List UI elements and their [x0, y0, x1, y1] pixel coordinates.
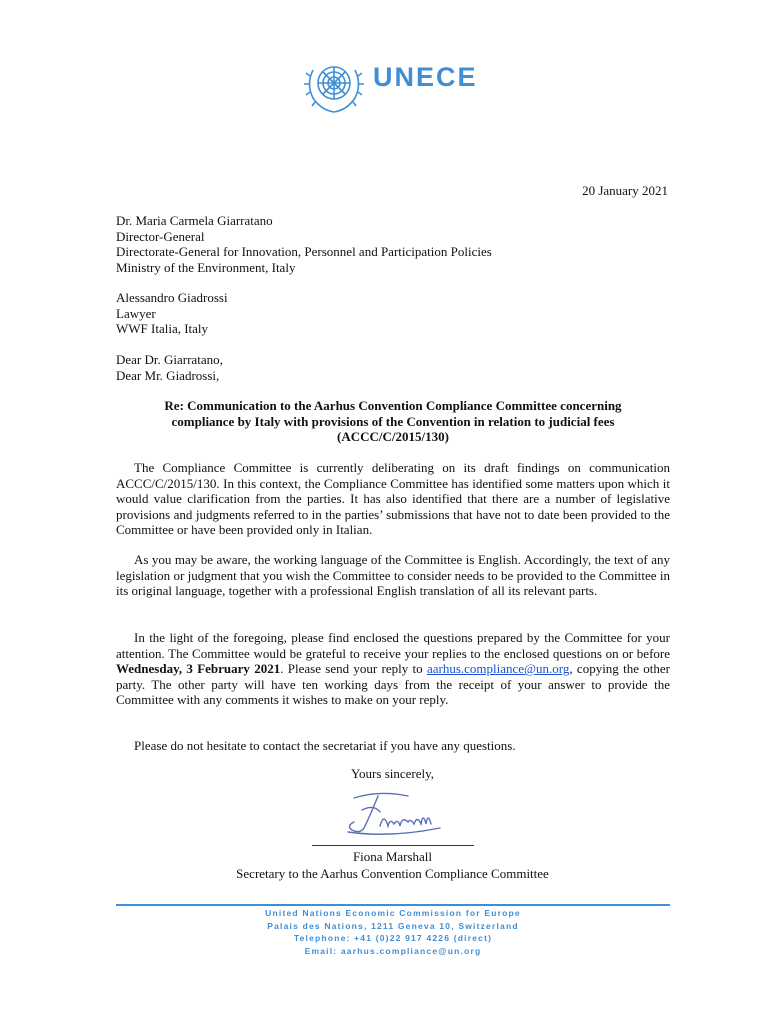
compliance-email-link[interactable]: aarhus.compliance@un.org	[426, 661, 570, 677]
subject-heading	[116, 398, 670, 445]
recipient-address-1	[116, 213, 492, 275]
signatory-title: Secretary to the Aarhus Convention Compliance Committee	[236, 866, 549, 881]
paragraph-text: , copying the other party. The other party will have ten working days from the receipt of your answer to provide the Committee with any comments it wishes to make on your reply.	[116, 661, 670, 708]
body-paragraph-4: Please do not hesitate to contact the secretariat if you have any questions.	[134, 738, 516, 753]
recipient-address-2	[116, 290, 228, 337]
subject-line: compliance by Italy with provisions of the Convention in relation to judicial fees	[171, 413, 615, 429]
body-paragraph-3	[116, 630, 670, 708]
handwritten-signature	[340, 788, 455, 838]
letter-date: 20 January 2021	[582, 183, 668, 198]
address-line: Directorate-General for Innovation, Personnel and Participation Policies	[116, 244, 492, 259]
address-line: Lawyer	[116, 305, 156, 321]
footer-line: Email: aarhus.compliance@un.org	[304, 945, 482, 956]
address-line: Dr. Maria Carmela Giarratano	[116, 213, 273, 228]
body-paragraph-1: The Compliance Committee is currently deliberating on its draft findings on communication ACCC/C/2015/130. In this context, the Compliance Committee has identified some matters upon which it would value clarification from the parties. It has also identified that there are a number of legislative provisions and judgments referred to in the parties’ submissions that have not to date been provided to the Committee or have been provided only in Italian.	[116, 460, 670, 538]
address-line: Director-General	[116, 228, 205, 244]
address-line: Alessandro Giadrossi	[116, 290, 228, 305]
footer-line: Palais des Nations, 1211 Geneva 10, Switzerland	[267, 920, 519, 931]
signatory-name: Fiona Marshall	[352, 849, 433, 864]
sign-off: Yours sincerely,	[350, 766, 435, 781]
address-line: WWF Italia, Italy	[116, 321, 209, 336]
unece-logo	[301, 52, 491, 118]
org-acronym: UNECE	[373, 62, 478, 92]
body-paragraph-2: As you may be aware, the working language of the Committee is English. Accordingly, the text of any legislation or judgment that you wish the Committee to consider needs to be provided to the Committee in its original language, together with a professional English translation of all its relevant parts.	[116, 552, 670, 599]
footer-contact	[116, 907, 670, 957]
subject-line: (ACCC/C/2015/130)	[337, 429, 449, 444]
address-line: Ministry of the Environment, Italy	[116, 259, 296, 275]
footer-divider	[116, 904, 670, 906]
subject-line: Re: Communication to the Aarhus Convention Compliance Committee concerning	[164, 398, 622, 413]
footer-line: United Nations Economic Commission for Europe	[265, 908, 521, 918]
salutation-line: Dear Mr. Giadrossi,	[116, 367, 220, 383]
signature-line	[312, 845, 474, 846]
reply-deadline: Wednesday, 3 February 2021	[116, 661, 281, 677]
un-emblem-icon	[301, 52, 367, 118]
salutation	[116, 352, 223, 383]
footer-line: Telephone: +41 (0)22 917 4226 (direct)	[293, 933, 493, 943]
paragraph-text: In the light of the foregoing, please find enclosed the questions prepared by the Committee for your attention. The Committee would be grateful to receive your replies to the enclosed questions on or before	[116, 630, 670, 661]
paragraph-text: . Please send your reply to	[280, 661, 427, 677]
salutation-line: Dear Dr. Giarratano,	[116, 352, 223, 367]
